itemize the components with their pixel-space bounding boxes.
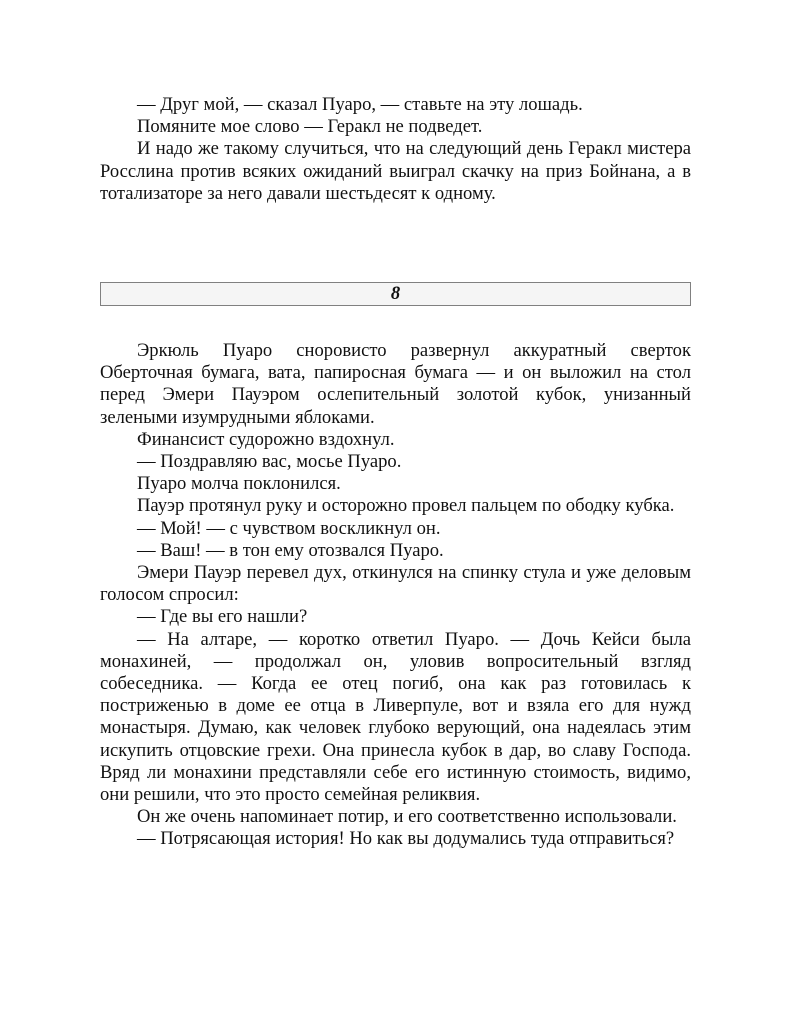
paragraph: — Поздравляю вас, мосье Пуаро. (137, 451, 402, 473)
paragraph: Помяните мое слово — Геракл не подведет. (137, 116, 483, 138)
paragraph: И надо же такому случиться, что на следующий день Геракл мистера Росслина против всяких ожиданий выиграл скачку на приз Бойнана, а в тотализаторе за него давали шестьдесят к одному. (100, 138, 691, 204)
paragraph: Эмери Пауэр перевел дух, откинулся на спинку стула и уже деловым голосом спросил: (100, 562, 691, 606)
chapter-number: 8 (390, 283, 401, 304)
paragraph: Пауэр протянул руку и осторожно провел пальцем по ободку кубка. (137, 495, 675, 517)
paragraph: Пуаро молча поклонился. (137, 473, 341, 495)
text-section-chapter-8 (100, 340, 691, 851)
paragraph: Финансист судорожно вздохнул. (137, 428, 395, 450)
text-section-top (100, 94, 691, 205)
paragraph: Он же очень напоминает потир, и его соответственно использовали. (137, 806, 677, 828)
paragraph: Эркюль Пуаро сноровисто развернул аккуратный сверток Оберточная бумага, вата, папиросная бумага — и он выложил на стол перед Эмери Пауэром ослепительный золотой кубок, унизанный зелеными изумрудными яблоками. (100, 340, 691, 428)
paragraph: — Ваш! — в тон ему отозвался Пуаро. (137, 539, 444, 561)
paragraph: — Мой! — с чувством воскликнул он. (137, 517, 441, 539)
chapter-heading (100, 282, 691, 306)
paragraph: — Потрясающая история! Но как вы додумались туда отправиться? (137, 828, 675, 850)
paragraph: — Где вы его нашли? (137, 606, 308, 628)
paragraph: — Друг мой, — сказал Пуаро, — ставьте на эту лошадь. (137, 94, 583, 115)
paragraph: — На алтаре, — коротко ответил Пуаро. — Дочь Кейси была монахиней, — продолжал он, уловив вопросительный взгляд собеседника. — Когда ее отец погиб, она как раз готовилась к постриженью в доме ее отца в Ливерпуле, вот и взяла его для нужд монастыря. Думаю, как человек глубоко верующий, она надеялась этим искупить отцовские грехи. Она принесла кубок в дар, во славу Господа. Вряд ли монахини представляли себе его истинную стоимость, видимо, они решили, что это просто семейная реликвия. (100, 628, 691, 806)
